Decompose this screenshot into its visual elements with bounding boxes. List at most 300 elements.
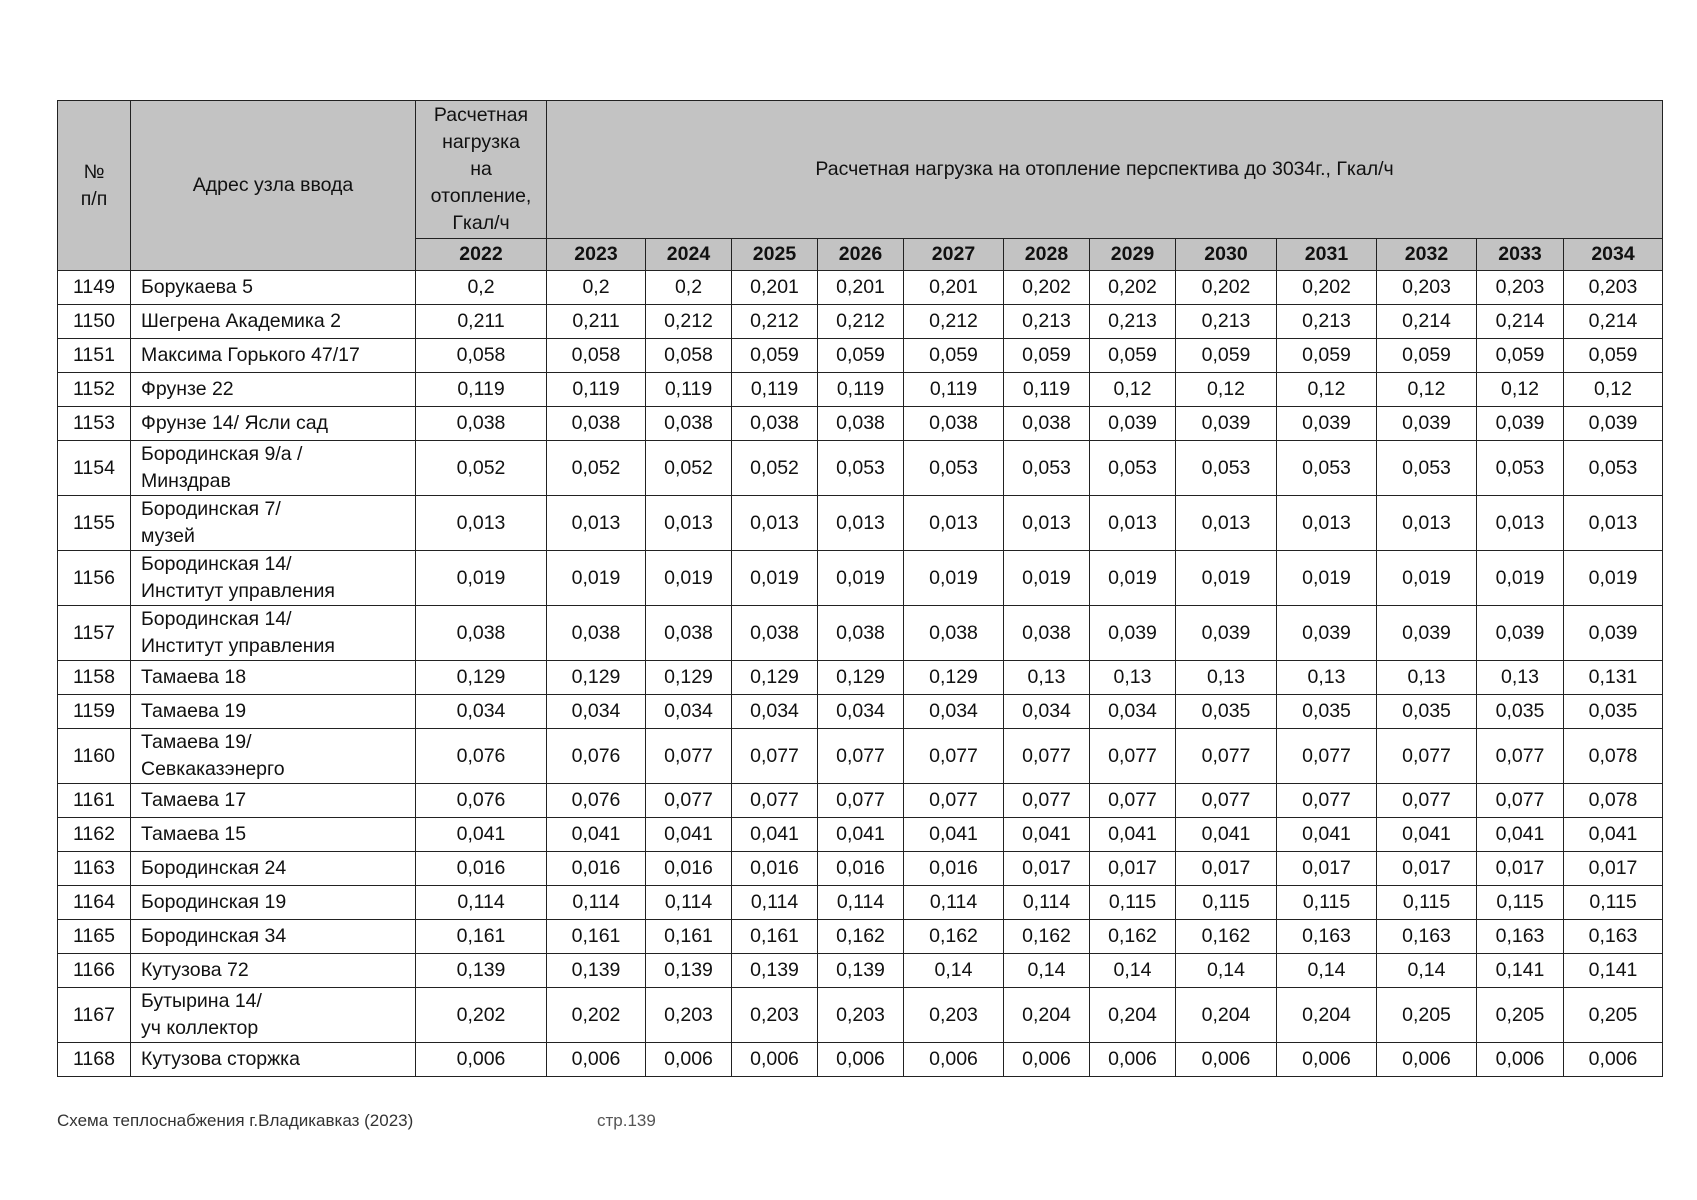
load-value-cell: 0,013 — [1004, 496, 1090, 551]
load-value-cell: 0,077 — [1377, 784, 1477, 818]
load-value-cell: 0,059 — [904, 339, 1004, 373]
load-value-cell: 0,035 — [1277, 695, 1377, 729]
address-line: Кутузова 72 — [141, 959, 249, 981]
row-number-cell: 1158 — [58, 661, 131, 695]
load-value-cell: 0,139 — [547, 954, 646, 988]
load-value-cell: 0,016 — [646, 852, 732, 886]
load-value-cell: 0,017 — [1277, 852, 1377, 886]
load-value-cell: 0,115 — [1176, 886, 1277, 920]
load-value-cell: 0,006 — [547, 1043, 646, 1077]
load-value-cell: 0,006 — [1564, 1043, 1663, 1077]
load-value-cell: 0,019 — [1004, 551, 1090, 606]
load-value-cell: 0,016 — [818, 852, 904, 886]
address-line: Шегрена Академика 2 — [141, 310, 341, 332]
load-value-cell: 0,077 — [1277, 784, 1377, 818]
address-cell — [131, 551, 416, 606]
load-value-cell: 0,019 — [1477, 551, 1564, 606]
load-value-cell: 0,077 — [1004, 729, 1090, 784]
load-value-cell: 0,162 — [904, 920, 1004, 954]
header-year: 2022 — [416, 239, 547, 271]
load-value-cell: 0,077 — [1477, 729, 1564, 784]
row-number-cell: 1161 — [58, 784, 131, 818]
table-row — [58, 441, 1663, 496]
load-value-cell: 0,039 — [1090, 606, 1176, 661]
load-value-cell: 0,052 — [646, 441, 732, 496]
load-value-cell: 0,034 — [1090, 695, 1176, 729]
address-line: Бородинская 19 — [141, 891, 287, 913]
load-value-cell: 0,035 — [1176, 695, 1277, 729]
load-value-cell: 0,211 — [416, 305, 547, 339]
header-address: Адрес узла ввода — [131, 101, 416, 271]
load-value-cell: 0,141 — [1477, 954, 1564, 988]
load-value-cell: 0,114 — [646, 886, 732, 920]
load-value-cell: 0,017 — [1176, 852, 1277, 886]
load-value-cell: 0,141 — [1564, 954, 1663, 988]
load-value-cell: 0,139 — [732, 954, 818, 988]
load-value-cell: 0,038 — [1004, 606, 1090, 661]
address-line: Тамаева 18 — [141, 666, 247, 688]
load-value-cell: 0,019 — [732, 551, 818, 606]
address-line: Тамаева 19 — [141, 700, 247, 722]
load-value-cell: 0,162 — [1004, 920, 1090, 954]
load-value-cell: 0,038 — [646, 606, 732, 661]
load-value-cell: 0,039 — [1176, 407, 1277, 441]
load-value-cell: 0,077 — [1090, 729, 1176, 784]
load-value-cell: 0,078 — [1564, 729, 1663, 784]
load-value-cell: 0,114 — [818, 886, 904, 920]
load-value-cell: 0,041 — [1004, 818, 1090, 852]
load-value-cell: 0,078 — [1564, 784, 1663, 818]
address-cell — [131, 784, 416, 818]
header-row-number: № п/п — [58, 101, 131, 271]
load-value-cell: 0,041 — [547, 818, 646, 852]
table-row — [58, 1043, 1663, 1077]
address-cell — [131, 661, 416, 695]
load-value-cell: 0,019 — [1564, 551, 1663, 606]
load-value-cell: 0,13 — [1176, 661, 1277, 695]
load-value-cell: 0,041 — [1176, 818, 1277, 852]
load-value-cell: 0,013 — [1090, 496, 1176, 551]
load-value-cell: 0,119 — [732, 373, 818, 407]
row-number-cell: 1157 — [58, 606, 131, 661]
load-value-cell: 0,038 — [646, 407, 732, 441]
load-value-cell: 0,139 — [416, 954, 547, 988]
load-value-cell: 0,053 — [818, 441, 904, 496]
address-line: музей — [141, 525, 195, 547]
load-value-cell: 0,053 — [904, 441, 1004, 496]
row-number-cell: 1151 — [58, 339, 131, 373]
load-value-cell: 0,052 — [732, 441, 818, 496]
load-value-cell: 0,119 — [904, 373, 1004, 407]
row-number-cell: 1166 — [58, 954, 131, 988]
header-year: 2027 — [904, 239, 1004, 271]
footer-caption: Схема теплоснабжения г.Владикавказ (2023) — [57, 1111, 414, 1130]
load-value-cell: 0,039 — [1377, 407, 1477, 441]
load-value-cell: 0,034 — [416, 695, 547, 729]
load-value-cell: 0,019 — [646, 551, 732, 606]
load-value-cell: 0,077 — [818, 729, 904, 784]
load-value-cell: 0,129 — [646, 661, 732, 695]
load-value-cell: 0,039 — [1564, 606, 1663, 661]
heat-load-table-sheet — [57, 100, 1662, 1077]
load-value-cell: 0,052 — [547, 441, 646, 496]
load-value-cell: 0,077 — [1090, 784, 1176, 818]
address-cell — [131, 1043, 416, 1077]
load-value-cell: 0,059 — [1477, 339, 1564, 373]
load-value-cell: 0,041 — [1090, 818, 1176, 852]
address-line: Институт управления — [141, 580, 335, 602]
load-value-cell: 0,077 — [646, 784, 732, 818]
load-value-cell: 0,203 — [1477, 271, 1564, 305]
load-value-cell: 0,077 — [904, 729, 1004, 784]
load-value-cell: 0,161 — [732, 920, 818, 954]
load-value-cell: 0,006 — [1090, 1043, 1176, 1077]
table-row — [58, 920, 1663, 954]
load-value-cell: 0,212 — [904, 305, 1004, 339]
load-value-cell: 0,14 — [1277, 954, 1377, 988]
load-value-cell: 0,013 — [1277, 496, 1377, 551]
load-value-cell: 0,204 — [1090, 988, 1176, 1043]
header-year: 2030 — [1176, 239, 1277, 271]
load-value-cell: 0,115 — [1477, 886, 1564, 920]
table-row — [58, 305, 1663, 339]
table-row — [58, 695, 1663, 729]
table-row — [58, 954, 1663, 988]
load-value-cell: 0,053 — [1176, 441, 1277, 496]
load-value-cell: 0,077 — [818, 784, 904, 818]
load-value-cell: 0,013 — [1377, 496, 1477, 551]
load-value-cell: 0,213 — [1004, 305, 1090, 339]
load-value-cell: 0,162 — [818, 920, 904, 954]
load-value-cell: 0,035 — [1477, 695, 1564, 729]
load-value-cell: 0,202 — [1090, 271, 1176, 305]
load-value-cell: 0,077 — [646, 729, 732, 784]
load-value-cell: 0,038 — [732, 606, 818, 661]
header-perspective: Расчетная нагрузка на отопление перспектива до 3034г., Гкал/ч — [547, 101, 1663, 239]
load-value-cell: 0,214 — [1564, 305, 1663, 339]
load-value-cell: 0,115 — [1377, 886, 1477, 920]
load-value-cell: 0,006 — [416, 1043, 547, 1077]
table-row — [58, 271, 1663, 305]
load-value-cell: 0,041 — [1477, 818, 1564, 852]
load-value-cell: 0,059 — [1277, 339, 1377, 373]
load-value-cell: 0,202 — [1277, 271, 1377, 305]
load-value-cell: 0,017 — [1564, 852, 1663, 886]
load-value-cell: 0,013 — [547, 496, 646, 551]
load-value-cell: 0,13 — [1477, 661, 1564, 695]
load-value-cell: 0,058 — [416, 339, 547, 373]
header-year: 2031 — [1277, 239, 1377, 271]
load-value-cell: 0,041 — [1377, 818, 1477, 852]
load-value-cell: 0,006 — [1477, 1043, 1564, 1077]
load-value-cell: 0,059 — [1564, 339, 1663, 373]
row-number-cell: 1160 — [58, 729, 131, 784]
row-number-cell: 1162 — [58, 818, 131, 852]
header-year: 2025 — [732, 239, 818, 271]
load-value-cell: 0,114 — [416, 886, 547, 920]
load-value-cell: 0,161 — [547, 920, 646, 954]
address-cell — [131, 886, 416, 920]
load-value-cell: 0,14 — [1176, 954, 1277, 988]
load-value-cell: 0,077 — [732, 729, 818, 784]
load-value-cell: 0,114 — [547, 886, 646, 920]
load-value-cell: 0,019 — [1277, 551, 1377, 606]
address-line: уч коллектор — [141, 1017, 259, 1039]
load-value-cell: 0,076 — [547, 784, 646, 818]
header-year: 2033 — [1477, 239, 1564, 271]
load-value-cell: 0,013 — [1564, 496, 1663, 551]
load-value-cell: 0,039 — [1277, 407, 1377, 441]
address-cell — [131, 441, 416, 496]
load-value-cell: 0,019 — [904, 551, 1004, 606]
load-value-cell: 0,053 — [1004, 441, 1090, 496]
address-line: Тамаева 15 — [141, 823, 247, 845]
header-year: 2024 — [646, 239, 732, 271]
load-value-cell: 0,13 — [1004, 661, 1090, 695]
address-line: Институт управления — [141, 635, 335, 657]
header-year: 2023 — [547, 239, 646, 271]
load-value-cell: 0,039 — [1377, 606, 1477, 661]
load-value-cell: 0,212 — [732, 305, 818, 339]
load-value-cell: 0,041 — [416, 818, 547, 852]
row-number-cell: 1156 — [58, 551, 131, 606]
load-value-cell: 0,214 — [1377, 305, 1477, 339]
address-line: Фрунзе 14/ Ясли сад — [141, 412, 328, 434]
table-row — [58, 373, 1663, 407]
load-value-cell: 0,163 — [1564, 920, 1663, 954]
load-value-cell: 0,2 — [646, 271, 732, 305]
load-value-cell: 0,013 — [1477, 496, 1564, 551]
load-value-cell: 0,077 — [1176, 729, 1277, 784]
address-line: Тамаева 17 — [141, 789, 247, 811]
load-value-cell: 0,006 — [1377, 1043, 1477, 1077]
load-value-cell: 0,213 — [1277, 305, 1377, 339]
load-value-cell: 0,019 — [818, 551, 904, 606]
header-year: 2032 — [1377, 239, 1477, 271]
load-value-cell: 0,129 — [904, 661, 1004, 695]
load-value-cell: 0,131 — [1564, 661, 1663, 695]
load-value-cell: 0,041 — [818, 818, 904, 852]
load-value-cell: 0,2 — [416, 271, 547, 305]
load-value-cell: 0,038 — [1004, 407, 1090, 441]
load-value-cell: 0,034 — [818, 695, 904, 729]
load-value-cell: 0,041 — [1564, 818, 1663, 852]
row-number-cell: 1164 — [58, 886, 131, 920]
load-value-cell: 0,053 — [1564, 441, 1663, 496]
header-year: 2034 — [1564, 239, 1663, 271]
row-number-cell: 1163 — [58, 852, 131, 886]
load-value-cell: 0,052 — [416, 441, 547, 496]
load-value-cell: 0,204 — [1176, 988, 1277, 1043]
table-header — [58, 101, 1663, 271]
load-value-cell: 0,13 — [1377, 661, 1477, 695]
address-line: Борукаева 5 — [141, 276, 253, 298]
address-line: Тамаева 19/ — [141, 731, 252, 753]
load-value-cell: 0,039 — [1277, 606, 1377, 661]
table-row — [58, 551, 1663, 606]
load-value-cell: 0,013 — [818, 496, 904, 551]
address-line: Бородинская 7/ — [141, 498, 281, 520]
load-value-cell: 0,019 — [416, 551, 547, 606]
load-value-cell: 0,202 — [1004, 271, 1090, 305]
load-value-cell: 0,017 — [1477, 852, 1564, 886]
load-value-cell: 0,115 — [1564, 886, 1663, 920]
load-value-cell: 0,119 — [1004, 373, 1090, 407]
load-value-cell: 0,213 — [1090, 305, 1176, 339]
table-row — [58, 784, 1663, 818]
load-value-cell: 0,016 — [416, 852, 547, 886]
table-row — [58, 886, 1663, 920]
address-cell — [131, 407, 416, 441]
table-row — [58, 661, 1663, 695]
load-value-cell: 0,059 — [1090, 339, 1176, 373]
load-value-cell: 0,119 — [646, 373, 732, 407]
load-value-cell: 0,006 — [818, 1043, 904, 1077]
address-line: Фрунзе 22 — [141, 378, 234, 400]
load-value-cell: 0,202 — [547, 988, 646, 1043]
load-value-cell: 0,119 — [818, 373, 904, 407]
load-value-cell: 0,038 — [416, 606, 547, 661]
load-value-cell: 0,203 — [1377, 271, 1477, 305]
row-number-cell: 1153 — [58, 407, 131, 441]
load-value-cell: 0,006 — [1277, 1043, 1377, 1077]
load-value-cell: 0,202 — [1176, 271, 1277, 305]
address-cell — [131, 954, 416, 988]
load-value-cell: 0,013 — [416, 496, 547, 551]
load-value-cell: 0,119 — [547, 373, 646, 407]
load-value-cell: 0,14 — [1004, 954, 1090, 988]
load-value-cell: 0,053 — [1477, 441, 1564, 496]
address-cell — [131, 695, 416, 729]
load-value-cell: 0,019 — [1090, 551, 1176, 606]
load-value-cell: 0,139 — [818, 954, 904, 988]
row-number-cell: 1168 — [58, 1043, 131, 1077]
load-value-cell: 0,201 — [732, 271, 818, 305]
header-year: 2029 — [1090, 239, 1176, 271]
address-line: Бородинская 9/а / — [141, 443, 303, 465]
address-line: Бутырина 14/ — [141, 990, 262, 1012]
table-row — [58, 496, 1663, 551]
load-value-cell: 0,12 — [1176, 373, 1277, 407]
header-year: 2028 — [1004, 239, 1090, 271]
load-value-cell: 0,129 — [818, 661, 904, 695]
address-line: Бородинская 14/ — [141, 608, 292, 630]
load-value-cell: 0,019 — [1377, 551, 1477, 606]
load-value-cell: 0,163 — [1277, 920, 1377, 954]
load-value-cell: 0,053 — [1090, 441, 1176, 496]
address-cell — [131, 271, 416, 305]
load-value-cell: 0,059 — [818, 339, 904, 373]
address-cell — [131, 818, 416, 852]
load-value-cell: 0,006 — [1176, 1043, 1277, 1077]
load-value-cell: 0,13 — [1277, 661, 1377, 695]
load-value-cell: 0,041 — [732, 818, 818, 852]
load-value-cell: 0,077 — [732, 784, 818, 818]
load-value-cell: 0,214 — [1477, 305, 1564, 339]
load-value-cell: 0,12 — [1377, 373, 1477, 407]
load-value-cell: 0,038 — [547, 407, 646, 441]
load-value-cell: 0,201 — [818, 271, 904, 305]
address-cell — [131, 988, 416, 1043]
address-line: Бородинская 34 — [141, 925, 287, 947]
table-row — [58, 988, 1663, 1043]
load-value-cell: 0,162 — [1176, 920, 1277, 954]
address-cell — [131, 606, 416, 661]
load-value-cell: 0,059 — [1176, 339, 1277, 373]
row-number-cell: 1152 — [58, 373, 131, 407]
load-value-cell: 0,161 — [416, 920, 547, 954]
load-value-cell: 0,203 — [904, 988, 1004, 1043]
load-value-cell: 0,203 — [732, 988, 818, 1043]
heat-load-table — [57, 100, 1663, 1077]
load-value-cell: 0,035 — [1377, 695, 1477, 729]
load-value-cell: 0,114 — [732, 886, 818, 920]
load-value-cell: 0,038 — [818, 407, 904, 441]
load-value-cell: 0,034 — [547, 695, 646, 729]
load-value-cell: 0,12 — [1277, 373, 1377, 407]
table-row — [58, 339, 1663, 373]
table-row — [58, 818, 1663, 852]
load-value-cell: 0,077 — [1477, 784, 1564, 818]
load-value-cell: 0,205 — [1477, 988, 1564, 1043]
load-value-cell: 0,034 — [1004, 695, 1090, 729]
load-value-cell: 0,077 — [1377, 729, 1477, 784]
load-value-cell: 0,162 — [1090, 920, 1176, 954]
load-value-cell: 0,039 — [1090, 407, 1176, 441]
load-value-cell: 0,076 — [416, 729, 547, 784]
load-value-cell: 0,12 — [1564, 373, 1663, 407]
load-value-cell: 0,006 — [1004, 1043, 1090, 1077]
address-cell — [131, 496, 416, 551]
address-line: Кутузова сторжка — [141, 1048, 300, 1070]
load-value-cell: 0,013 — [732, 496, 818, 551]
load-value-cell: 0,2 — [547, 271, 646, 305]
address-line: Максима Горького 47/17 — [141, 344, 360, 366]
header-year: 2026 — [818, 239, 904, 271]
load-value-cell: 0,212 — [818, 305, 904, 339]
load-value-cell: 0,205 — [1377, 988, 1477, 1043]
load-value-cell: 0,038 — [904, 407, 1004, 441]
load-value-cell: 0,077 — [1176, 784, 1277, 818]
table-row — [58, 852, 1663, 886]
load-value-cell: 0,035 — [1564, 695, 1663, 729]
load-value-cell: 0,016 — [904, 852, 1004, 886]
load-value-cell: 0,019 — [1176, 551, 1277, 606]
row-number-cell: 1165 — [58, 920, 131, 954]
load-value-cell: 0,13 — [1090, 661, 1176, 695]
address-cell — [131, 373, 416, 407]
load-value-cell: 0,129 — [547, 661, 646, 695]
load-value-cell: 0,115 — [1090, 886, 1176, 920]
load-value-cell: 0,013 — [1176, 496, 1277, 551]
address-cell — [131, 920, 416, 954]
load-value-cell: 0,077 — [904, 784, 1004, 818]
load-value-cell: 0,14 — [1090, 954, 1176, 988]
load-value-cell: 0,204 — [1004, 988, 1090, 1043]
load-value-cell: 0,039 — [1176, 606, 1277, 661]
load-value-cell: 0,038 — [547, 606, 646, 661]
address-cell — [131, 339, 416, 373]
table-row — [58, 407, 1663, 441]
load-value-cell: 0,017 — [1004, 852, 1090, 886]
address-line: Минздрав — [141, 470, 231, 492]
load-value-cell: 0,129 — [732, 661, 818, 695]
table-row — [58, 729, 1663, 784]
load-value-cell: 0,203 — [1564, 271, 1663, 305]
load-value-cell: 0,076 — [416, 784, 547, 818]
load-value-cell: 0,041 — [904, 818, 1004, 852]
load-value-cell: 0,211 — [547, 305, 646, 339]
